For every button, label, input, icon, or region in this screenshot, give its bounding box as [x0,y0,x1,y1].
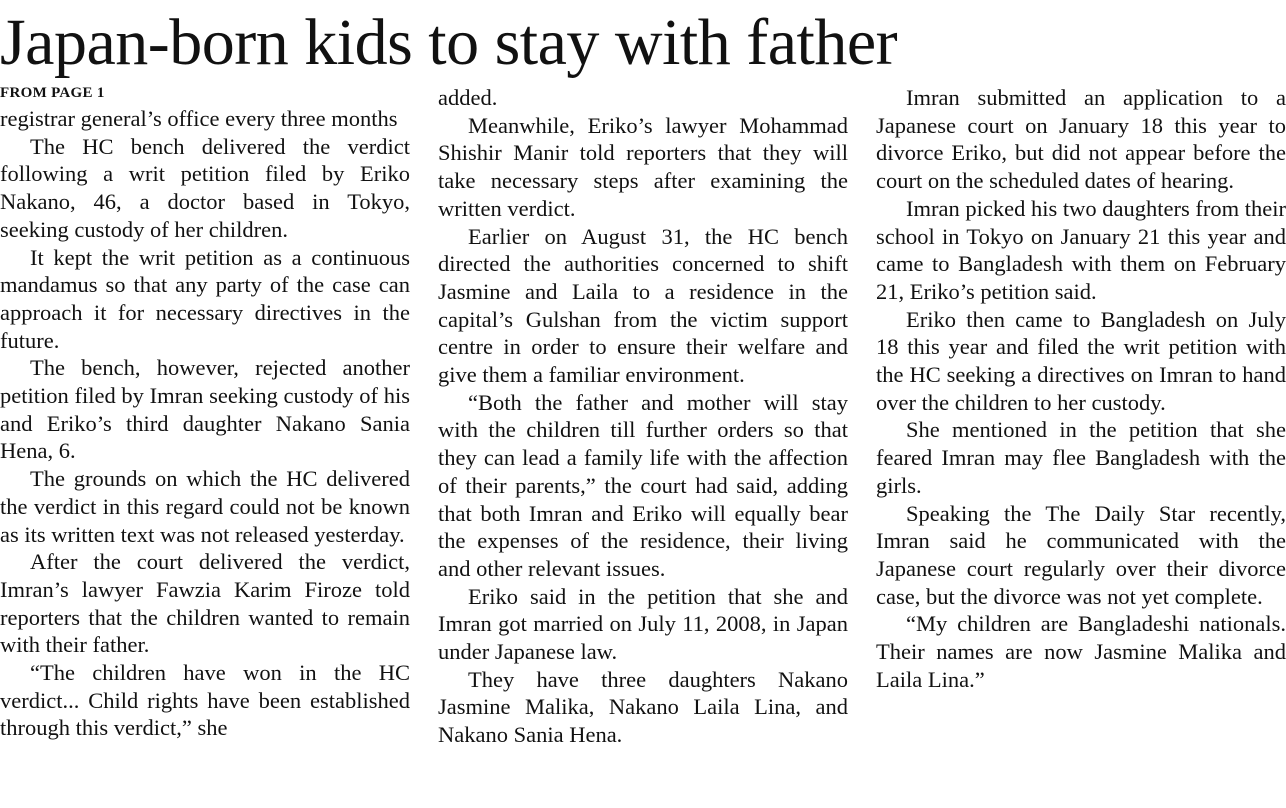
paragraph: Imran picked his two daughters from their school in Tokyo on January 21 this year and came to Bangladesh with them on February 21, Eriko’s petition said. [876,195,1286,304]
paragraph: added. [438,85,498,110]
paragraph: “Both the father and mother will stay with the children till further orders so that they can lead a family life with the affection of their parents,” the court had said, adding that both Imran and Eriko will equally bear the expenses of the residence, their living and other relevant issues. [438,389,848,581]
paragraph: The grounds on which the HC delivered the verdict in this regard could not be known as its written text was not released yesterday. [0,466,410,547]
paragraph: “The children have won in the HC verdict... Child rights have been established through this verdict,” she [0,660,410,741]
paragraph: After the court delivered the verdict, Imran’s lawyer Fawzia Karim Firoze told reporters that the children wanted to remain with their father. [0,549,410,658]
article-column-1 [0,105,410,808]
headline: Japan-born kids to stay with father [0,6,898,79]
paragraph: The bench, however, rejected another petition filed by Imran seeking custody of his and Eriko’s third daughter Nakano Sania Hena, 6. [0,355,410,464]
paragraph: “My children are Bangladeshi nationals. Their names are now Jasmine Malika and Laila Lina.” [876,611,1286,692]
paragraph: registrar general’s office every three months [0,106,398,131]
paragraph: Eriko then came to Bangladesh on July 18 this year and filed the writ petition with the HC seeking a directives on Imran to hand over the children to her custody. [876,306,1286,415]
paragraph: They have three daughters Nakano Jasmine Malika, Nakano Laila Lina, and Nakano Sania Hena. [438,666,848,748]
article-column-3 [876,84,1286,808]
paragraph: Imran submitted an application to a Japanese court on January 18 this year to divorce Eriko, but did not appear before the court on the scheduled dates of hearing. [876,85,1286,194]
paragraph: Meanwhile, Eriko’s lawyer Mohammad Shishir Manir told reporters that they will take necessary steps after examining the written verdict. [438,112,848,221]
paragraph: Eriko said in the petition that she and Imran got married on July 11, 2008, in Japan under Japanese law. [438,583,848,665]
paragraph: Speaking the The Daily Star recently, Imran said he communicated with the Japanese court regularly over their divorce case, but the divorce was not yet complete. [876,500,1286,609]
paragraph: It kept the writ petition as a continuous mandamus so that any party of the case can approach it for necessary directives in the future. [0,244,410,353]
paragraph: Earlier on August 31, the HC bench directed the authorities concerned to shift Jasmine and Laila to a residence in the capital’s Gulshan from the victim support centre in order to ensure their welfare and give them a familiar environment. [438,223,848,388]
paragraph: The HC bench delivered the verdict following a writ petition filed by Eriko Nakano, 46, a doctor based in Tokyo, seeking custody of her children. [0,133,410,242]
article-column-2 [438,84,848,808]
paragraph: She mentioned in the petition that she feared Imran may flee Bangladesh with the girls. [876,417,1286,498]
continuation-label: FROM PAGE 1 [0,85,105,101]
